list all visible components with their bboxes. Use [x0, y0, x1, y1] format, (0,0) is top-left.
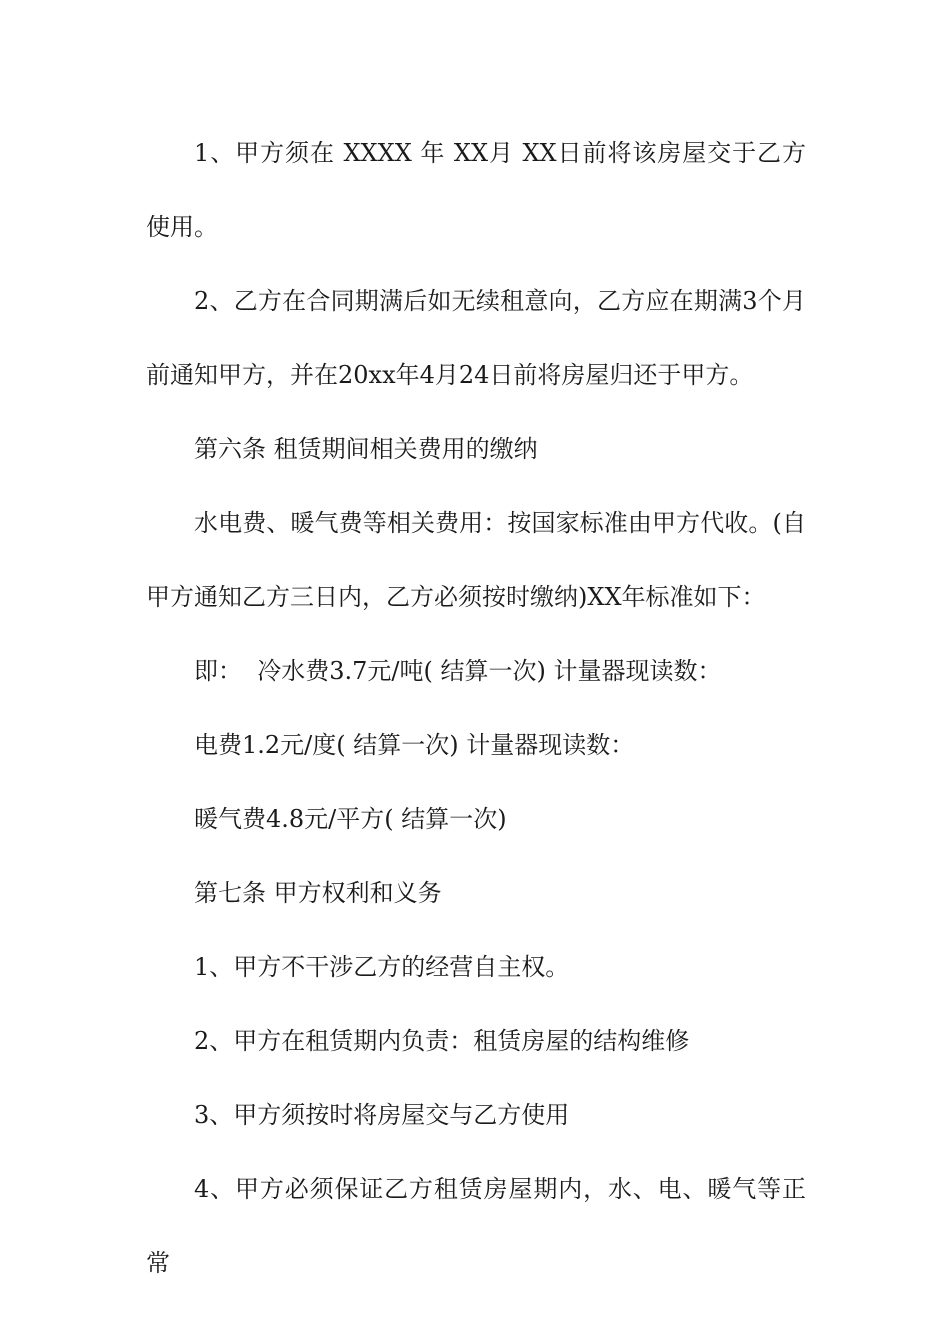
fee-heating: 暖气费4.8元/平方( 结算一次)	[194, 805, 507, 833]
article-seven-heading: 第七条 甲方权利和义务	[194, 879, 442, 907]
clause-delivery-date: 1、甲方须在 XXXX 年 XX月 XX日前将该房屋交于乙方使用。	[146, 139, 806, 241]
clause-return-notice: 2、乙方在合同期满后如无续租意向，乙方应在期满3个月前通知甲方，并在20xx年4月24日前将房屋归还于甲方。	[146, 287, 806, 389]
fee-electricity: 电费1.2元/度( 结算一次) 计量器现读数：	[194, 731, 635, 759]
party-a-duty-2: 2、甲方在租赁期内负责：租赁房屋的结构维修	[194, 1027, 690, 1055]
party-a-duty-1: 1、甲方不干涉乙方的经营自主权。	[194, 953, 570, 981]
article-six-heading: 第六条 租赁期间相关费用的缴纳	[194, 435, 538, 463]
fees-description: 水电费、暖气费等相关费用：按国家标准由甲方代收。(自甲方通知乙方三日内，乙方必须按时缴纳)XX年标准如下：	[146, 509, 806, 611]
party-a-duty-3: 3、甲方须按时将房屋交与乙方使用	[194, 1101, 570, 1129]
party-a-duty-4: 4、甲方必须保证乙方租赁房屋期内，水、电、暖气等正常	[146, 1175, 806, 1277]
fee-cold-water: 即： 冷水费3.7元/吨( 结算一次) 计量器现读数：	[194, 657, 722, 685]
document-body	[146, 116, 806, 1300]
